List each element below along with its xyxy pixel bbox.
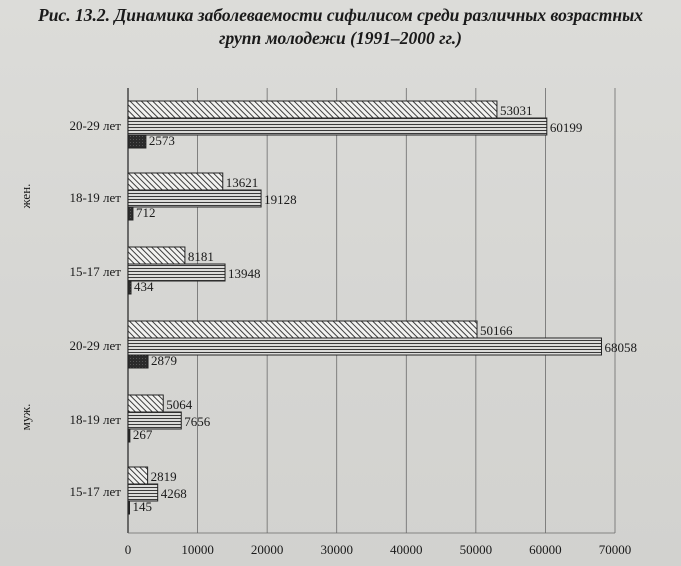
bar <box>128 501 130 514</box>
value-label: 19128 <box>264 192 297 207</box>
value-label: 13948 <box>228 266 261 281</box>
value-label: 2573 <box>148 133 175 148</box>
category-label: 20-29 лет <box>69 118 121 133</box>
value-label: 13621 <box>225 175 259 190</box>
group-label: муж. <box>18 403 33 431</box>
value-label: 2879 <box>151 353 178 368</box>
bar <box>128 355 148 368</box>
bar-layer <box>128 101 601 514</box>
value-label: 712 <box>135 205 156 220</box>
x-tick-label: 60000 <box>529 542 562 557</box>
bar <box>128 281 131 294</box>
value-label: 7656 <box>184 414 211 429</box>
category-label: 18-19 лет <box>69 190 121 205</box>
category-label: 15-17 лет <box>69 264 121 279</box>
bar <box>128 135 146 148</box>
grid-layer <box>128 88 615 533</box>
category-label: 20-29 лет <box>69 338 121 353</box>
x-tick-label: 40000 <box>390 542 423 557</box>
category-label: 18-19 лет <box>69 412 121 427</box>
chart-title-line1: Рис. 13.2. Динамика заболеваемости сифилисом среди различных возрастных <box>38 5 643 25</box>
value-label: 5064 <box>166 397 193 412</box>
bar <box>128 395 163 412</box>
value-label: 2819 <box>150 469 177 484</box>
group-label: жен. <box>18 183 33 209</box>
value-label: 68058 <box>604 340 637 355</box>
bar <box>128 173 223 190</box>
chart-title-line2: групп молодежи (1991–2000 гг.) <box>218 28 463 48</box>
x-tick-label: 20000 <box>250 542 284 557</box>
bar <box>128 429 130 442</box>
value-label: 145 <box>132 499 152 514</box>
x-tick-label: 30000 <box>320 542 353 557</box>
x-tick-label: 50000 <box>459 542 493 557</box>
x-tick-label: 10000 <box>181 542 214 557</box>
bar <box>128 101 497 118</box>
bar <box>128 247 185 264</box>
bar <box>128 467 148 484</box>
bar <box>128 321 477 338</box>
value-label: 8181 <box>187 249 214 264</box>
bar <box>128 338 601 355</box>
bar <box>128 207 133 220</box>
value-label: 50166 <box>480 323 513 338</box>
value-label: 434 <box>134 279 154 294</box>
x-tick-label: 0 <box>124 542 132 557</box>
value-label: 60199 <box>549 120 583 135</box>
value-label: 53031 <box>499 103 533 118</box>
category-label: 15-17 лет <box>69 484 121 499</box>
value-label: 267 <box>132 427 153 442</box>
x-tick-label: 70000 <box>598 542 632 557</box>
bar <box>128 118 547 135</box>
value-label: 4268 <box>160 486 187 501</box>
